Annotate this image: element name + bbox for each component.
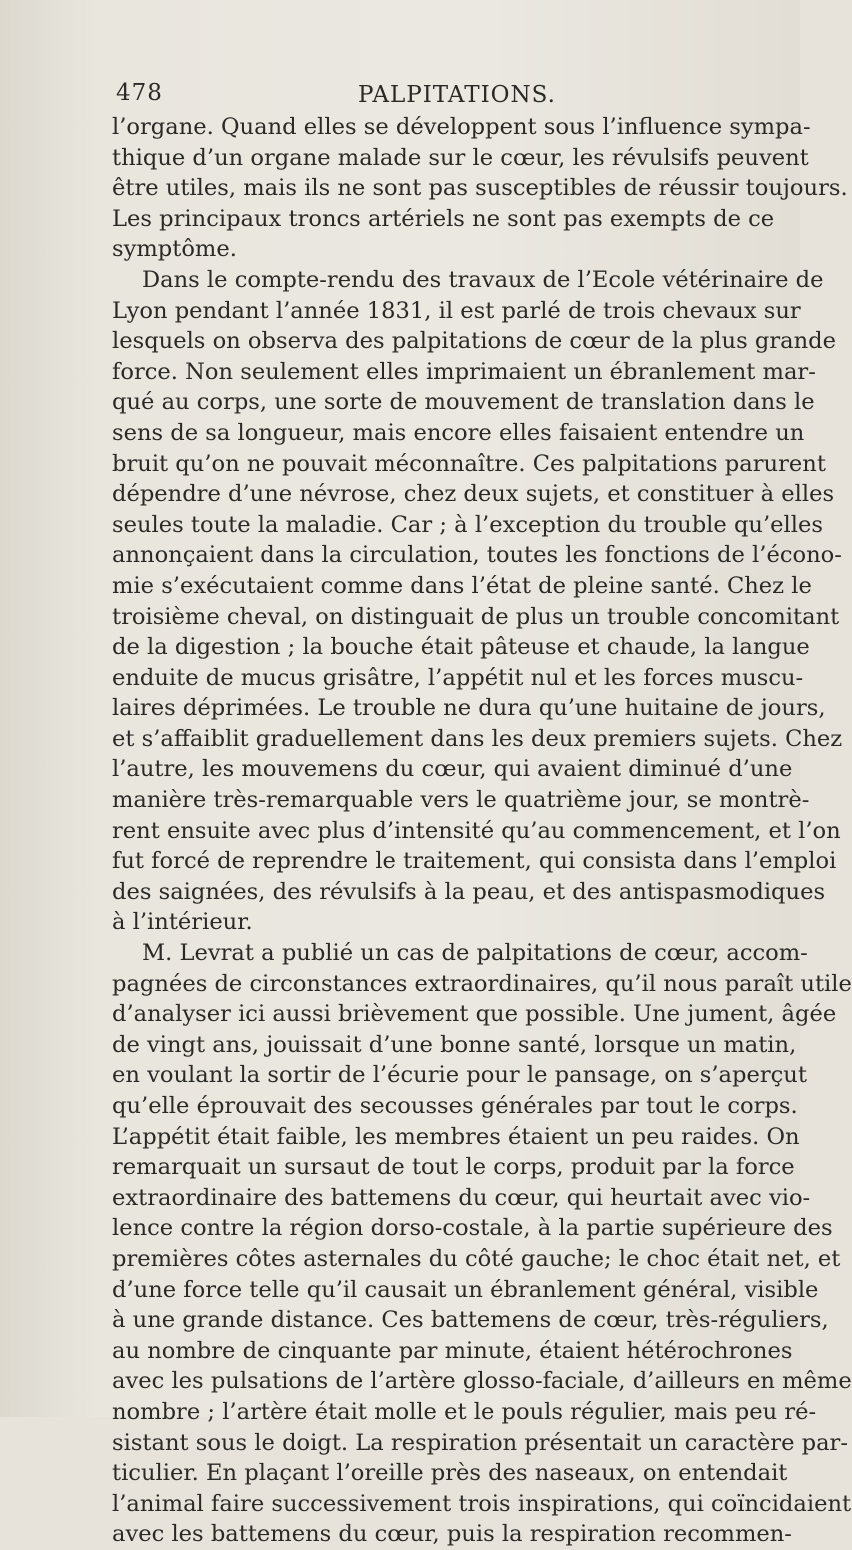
page-number: 478	[116, 80, 163, 106]
text-line: l’organe. Quand elles se développent sous l’influence sympa-	[112, 114, 811, 140]
text-line: mie s’exécutaient comme dans l’état de pleine santé. Chez le	[112, 572, 812, 599]
text-line: M. Levrat a publié un cas de palpitations de cœur, accom-	[142, 940, 808, 967]
text-line: remarquait un sursaut de tout le corps, produit par la force	[112, 1154, 795, 1181]
text-line: Les principaux troncs artériels ne sont pas exempts de ce	[112, 205, 775, 232]
text-line: annonçaient dans la circulation, toutes les fonctions de l’écono-	[112, 542, 842, 569]
text-line: manière très-remarquable vers le quatrième jour, se montrè-	[112, 787, 810, 814]
text-line: ticulier. En plaçant l’oreille près des naseaux, on entendait	[112, 1460, 788, 1487]
running-title: PALPITATIONS.	[358, 82, 556, 108]
text-line: au nombre de cinquante par minute, étaient hétérochrones	[112, 1337, 793, 1364]
text-line: troisième cheval, on distinguait de plus un trouble concomitant	[112, 603, 840, 630]
text-line: premières côtes asternales du côté gauche; le choc était net, et	[112, 1245, 841, 1272]
text-line: rent ensuite avec plus d’intensité qu’au commencement, et l’on	[112, 817, 841, 844]
text-line: seules toute la maladie. Car ; à l’exception du trouble qu’elles	[112, 511, 823, 538]
text-line: lence contre la région dorso-costale, à la partie supérieure des	[112, 1215, 833, 1242]
text-line: laires déprimées. Le trouble ne dura qu’une huitaine de jours,	[112, 695, 826, 722]
text-line: sens de sa longueur, mais encore elles faisaient entendre un	[112, 419, 805, 446]
text-line: Lyon pendant l’année 1831, il est parlé de trois chevaux sur	[112, 297, 801, 324]
text-line: avec les pulsations de l’artère glosso-faciale, d’ailleurs en même	[112, 1368, 852, 1395]
text-line: force. Non seulement elles imprimaient un ébranlement mar-	[112, 358, 816, 385]
text-line: de vingt ans, jouissait d’une bonne santé, lorsque un matin,	[112, 1031, 797, 1058]
text-line: extraordinaire des battemens du cœur, qui heurtait avec vio-	[112, 1184, 811, 1211]
text-line: l’animal faire successivement trois inspirations, qui coïncidaient	[112, 1490, 852, 1517]
text-line: nombre ; l’artère était molle et le pouls régulier, mais peu ré-	[112, 1398, 817, 1425]
text-line: dépendre d’une névrose, chez deux sujets, et constituer à elles	[112, 481, 835, 508]
text-line: qué au corps, une sorte de mouvement de translation dans le	[112, 389, 815, 416]
text-line: avec les battemens du cœur, puis la respiration recommen-	[112, 1521, 792, 1548]
text-line: fut forcé de reprendre le traitement, qui consista dans l’emploi	[112, 848, 837, 875]
text-line: de la digestion ; la bouche était pâteuse et chaude, la langue	[112, 634, 810, 661]
page-header	[112, 80, 762, 114]
text-line: à l’intérieur.	[112, 909, 253, 936]
text-line: pagnées de circonstances extraordinaires, qu’il nous paraît utile	[112, 970, 852, 997]
text-line: d’analyser ici aussi brièvement que possible. Une jument, âgée	[112, 1001, 837, 1028]
text-line: bruit qu’on ne pouvait méconnaître. Ces palpitations parurent	[112, 450, 826, 477]
text-line: sistant sous le doigt. La respiration présentait un caractère par-	[112, 1429, 848, 1456]
text-line: d’une force telle qu’il causait un ébranlement général, visible	[112, 1276, 819, 1303]
text-line: qu’elle éprouvait des secousses générales par tout le corps.	[112, 1093, 798, 1119]
text-line: lesquels on observa des palpitations de cœur de la plus grande	[112, 328, 836, 355]
body-text	[112, 112, 852, 1550]
text-line: et s’affaiblit graduellement dans les deux premiers sujets. Chez	[112, 725, 843, 752]
text-line: L’appétit était faible, les membres étaient un peu raides. On	[112, 1123, 800, 1150]
text-line: des saignées, des révulsifs à la peau, et des antispasmodiques	[112, 878, 826, 905]
text-line: enduite de mucus grisâtre, l’appétit nul et les forces muscu-	[112, 664, 804, 691]
text-line: en voulant la sortir de l’écurie pour le pansage, on s’aperçut	[112, 1062, 807, 1089]
text-line: l’autre, les mouvemens du cœur, qui avaient diminué d’une	[112, 756, 793, 783]
text-line: être utiles, mais ils ne sont pas susceptibles de réussir toujours.	[112, 175, 848, 202]
text-line: symptôme.	[112, 236, 237, 263]
text-line: Dans le compte-rendu des travaux de l’Ecole vétérinaire de	[142, 266, 824, 293]
text-line: à une grande distance. Ces battemens de cœur, très-réguliers,	[112, 1307, 829, 1334]
text-line: thique d’un organe malade sur le cœur, les révulsifs peuvent	[112, 144, 809, 171]
